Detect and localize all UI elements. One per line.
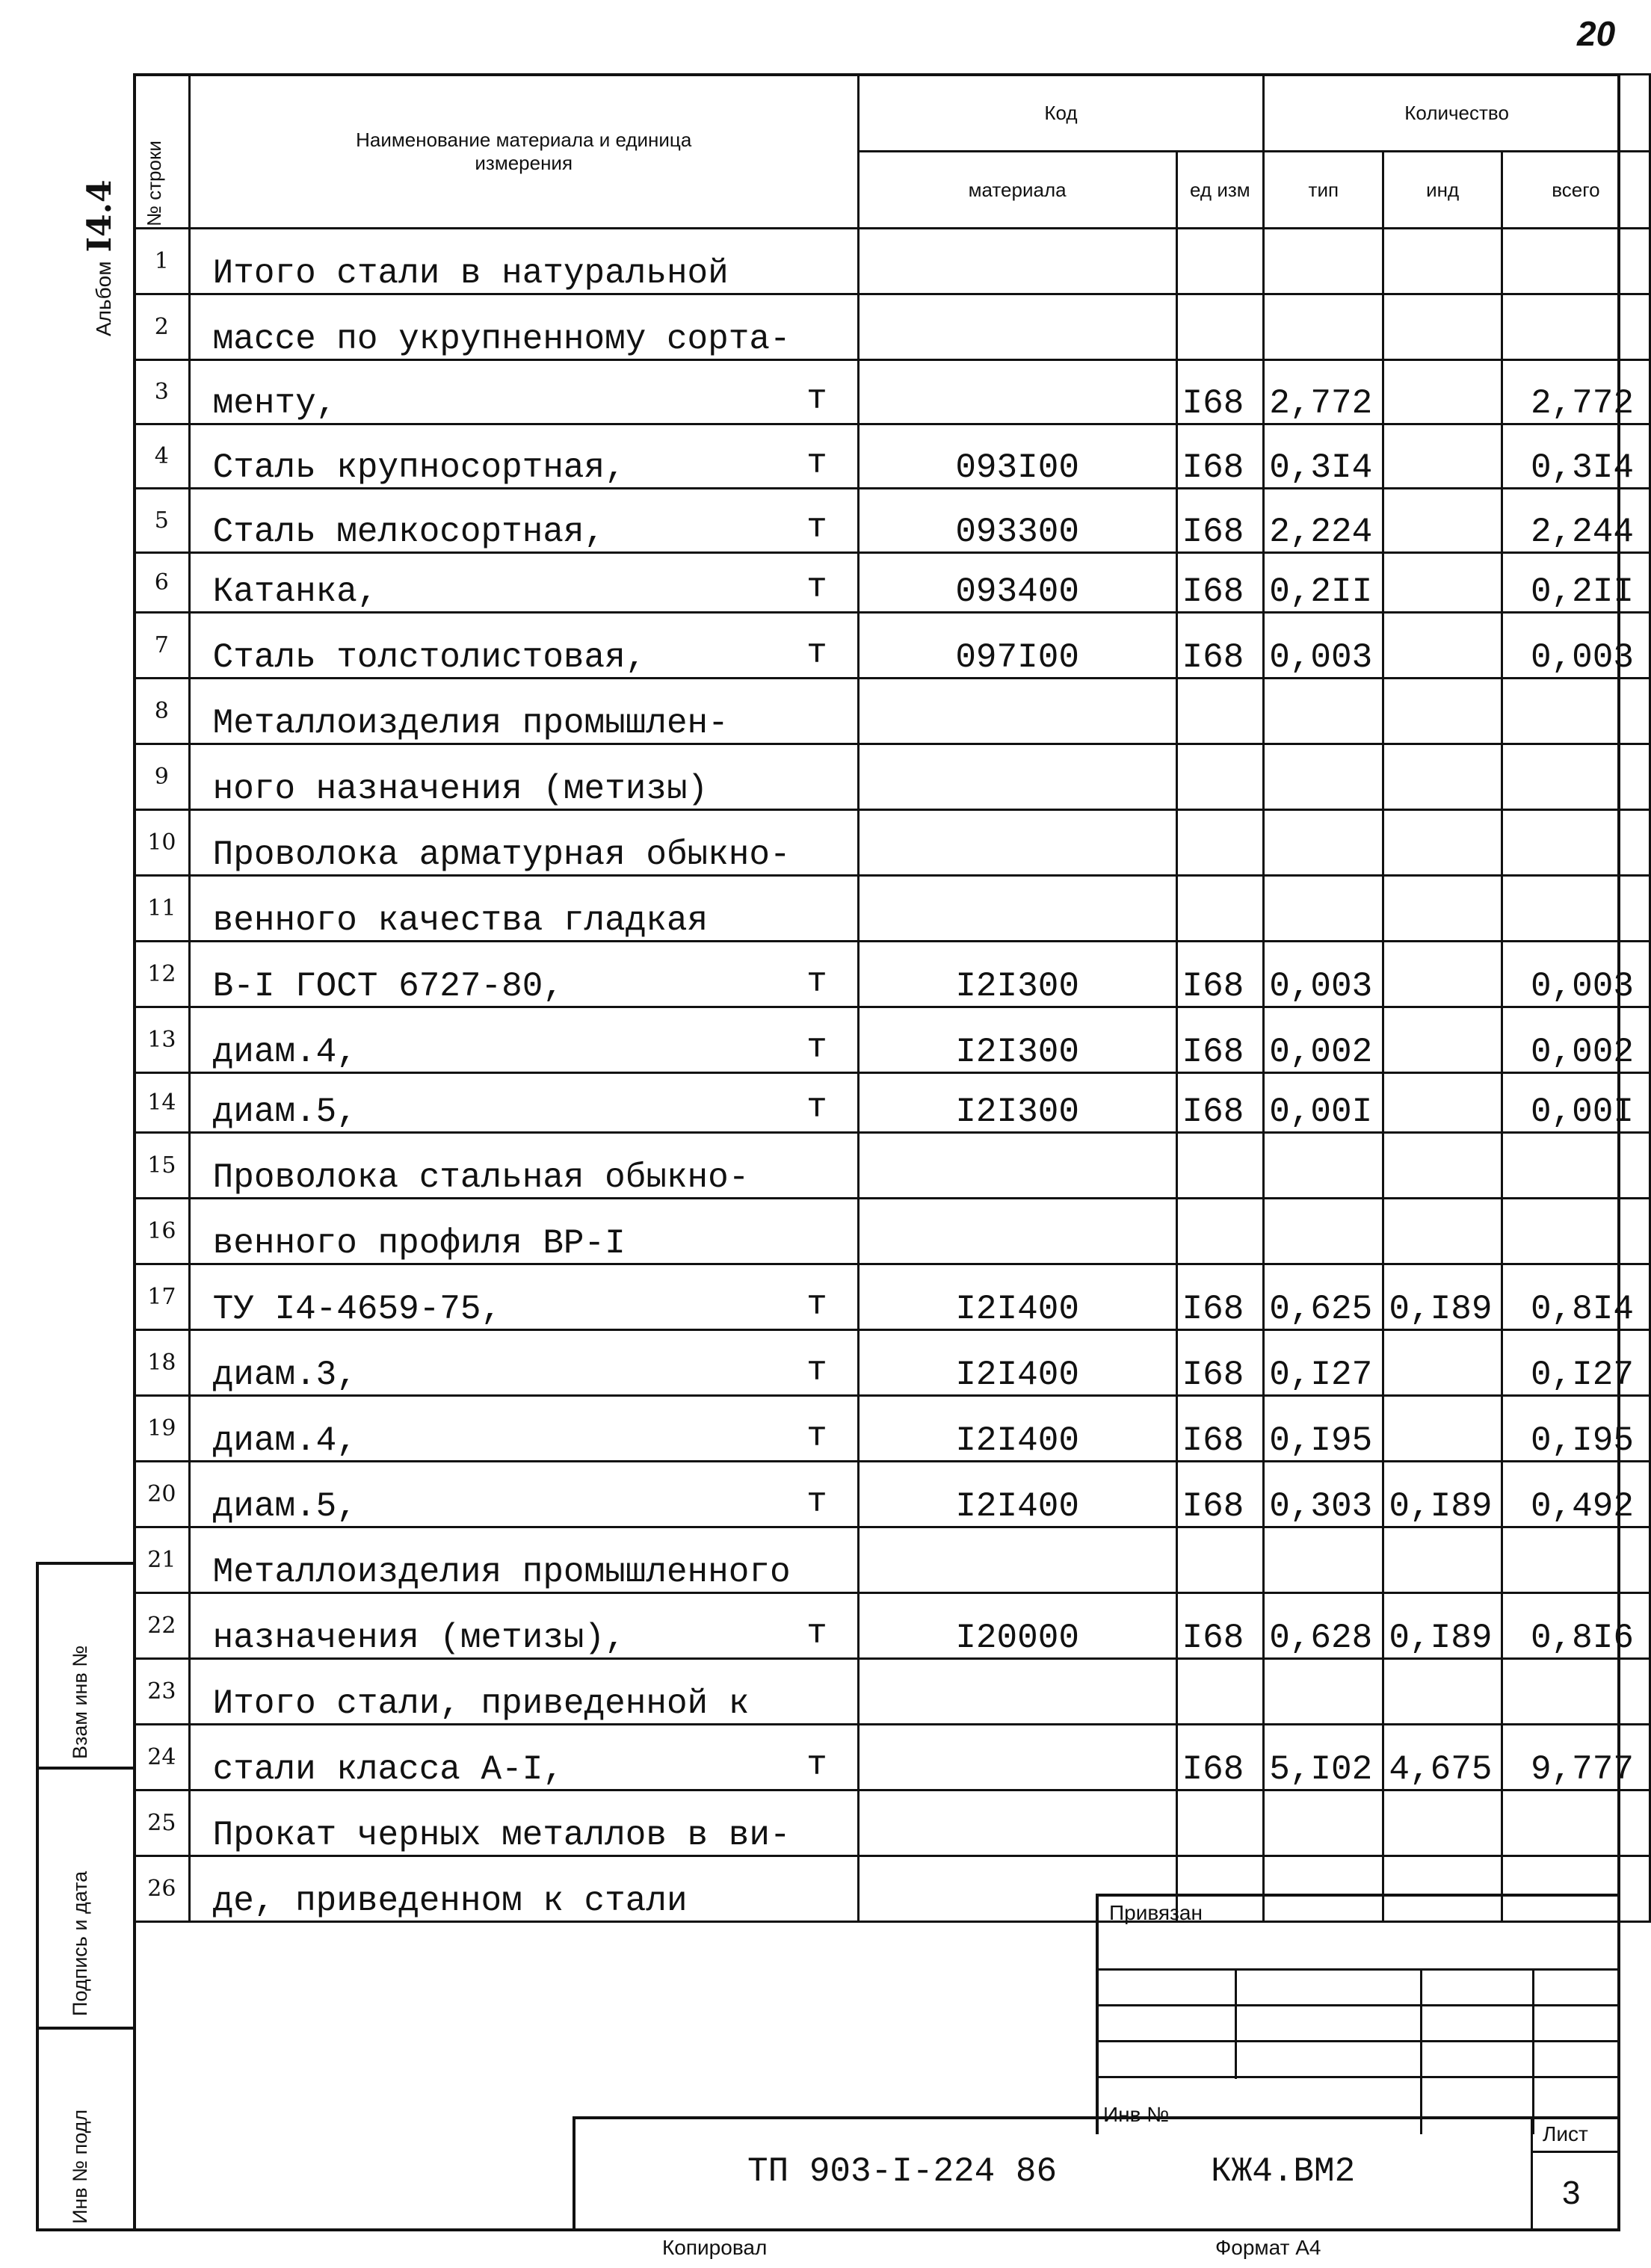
- material-name: [189, 1593, 858, 1659]
- qty-ind: [1383, 876, 1502, 942]
- row-number: 21: [135, 1527, 190, 1593]
- unit-letter: т: [806, 568, 827, 607]
- table-row: [135, 1007, 1650, 1073]
- material-code: I2I300: [858, 1073, 1176, 1133]
- qty-typ: [1264, 876, 1383, 942]
- unit-code: I68: [1176, 1073, 1264, 1133]
- material-name: [189, 1007, 858, 1073]
- material-code: I2I300: [858, 1007, 1176, 1073]
- qty-total: [1502, 229, 1650, 294]
- row-number: 17: [135, 1264, 190, 1330]
- row-number: 3: [135, 360, 190, 424]
- qty-ind: 0,I89: [1383, 1264, 1502, 1330]
- material-name: [189, 810, 858, 876]
- material-name-text: менту,: [212, 384, 337, 423]
- table-row: [135, 360, 1650, 424]
- replace-inv-label: Взам инв №: [69, 1645, 91, 1759]
- table-row: [135, 876, 1650, 942]
- left-stamp-strip: [36, 1562, 136, 2231]
- material-name: [189, 744, 858, 810]
- table-row: [135, 553, 1650, 613]
- material-name: [189, 942, 858, 1007]
- header-total: всего: [1502, 152, 1650, 229]
- header-ind: инд: [1383, 152, 1502, 229]
- qty-typ: 0,2II: [1264, 553, 1383, 613]
- sign-date-label: Подпись и дата: [69, 1870, 91, 2016]
- qty-total: 0,8I6: [1502, 1593, 1650, 1659]
- unit-code: I68: [1176, 424, 1264, 489]
- material-name-text: В-I ГОСТ 6727-80,: [212, 967, 564, 1006]
- material-code: [858, 1527, 1176, 1593]
- material-name: [189, 1659, 858, 1725]
- material-name-text: диам.5,: [212, 1093, 357, 1131]
- material-code: [858, 1199, 1176, 1264]
- material-name: [189, 1396, 858, 1462]
- unit-code: I68: [1176, 1264, 1264, 1330]
- unit-code: I68: [1176, 1725, 1264, 1790]
- unit-code: [1176, 1199, 1264, 1264]
- material-name: [189, 1330, 858, 1396]
- sheet-number: 3: [1562, 2175, 1581, 2211]
- table-row: [135, 744, 1650, 810]
- table-row: [135, 1133, 1650, 1199]
- material-code: [858, 1659, 1176, 1725]
- table-row: [135, 1527, 1650, 1593]
- attached-box: [1096, 1894, 1620, 2134]
- row-number: 9: [135, 744, 190, 810]
- unit-letter: т: [806, 1417, 827, 1456]
- material-code: [858, 744, 1176, 810]
- row-number: 7: [135, 613, 190, 679]
- material-name-text: венного профиля ВР-I: [212, 1224, 626, 1263]
- qty-typ: [1264, 1659, 1383, 1725]
- material-code: 097I00: [858, 613, 1176, 679]
- unit-code: [1176, 1659, 1264, 1725]
- material-name-text: Сталь крупносортная,: [212, 448, 626, 487]
- orig-inv-label: Инв № подл: [69, 2109, 91, 2224]
- qty-total: 0,003: [1502, 613, 1650, 679]
- unit-code: I68: [1176, 1396, 1264, 1462]
- qty-typ: 2,224: [1264, 489, 1383, 553]
- material-name-text: Итого стали в натуральной: [212, 254, 729, 293]
- material-name-text: Катанка,: [212, 572, 378, 611]
- unit-letter: т: [806, 1028, 827, 1067]
- material-name: [189, 1133, 858, 1199]
- qty-total: [1502, 1199, 1650, 1264]
- header-quantity: Количество: [1264, 75, 1650, 152]
- qty-total: [1502, 1133, 1650, 1199]
- table-row: [135, 942, 1650, 1007]
- qty-typ: [1264, 229, 1383, 294]
- row-number: 22: [135, 1593, 190, 1659]
- table-row: [135, 1330, 1650, 1396]
- material-name-text: ного назначения (метизы): [212, 770, 709, 809]
- qty-total: [1502, 1659, 1650, 1725]
- qty-typ: 5,I02: [1264, 1725, 1383, 1790]
- unit-code: I68: [1176, 1462, 1264, 1527]
- album-label: [81, 179, 119, 336]
- unit-code: [1176, 229, 1264, 294]
- row-number: 25: [135, 1790, 190, 1856]
- materials-table: [133, 73, 1651, 1923]
- qty-ind: [1383, 744, 1502, 810]
- row-number: 12: [135, 942, 190, 1007]
- material-name: [189, 1527, 858, 1593]
- header-row-no-cell: № строки: [135, 75, 190, 229]
- qty-total: [1502, 1527, 1650, 1593]
- header-row-1: [135, 75, 1650, 152]
- qty-total: 2,244: [1502, 489, 1650, 553]
- material-name-text: де, приведенном к стали: [212, 1882, 688, 1921]
- qty-total: [1502, 876, 1650, 942]
- strip-cell-sign: [39, 1770, 136, 2030]
- material-code: [858, 876, 1176, 942]
- unit-letter: т: [806, 1351, 827, 1390]
- doc-code: ТП 903-I-224 86: [747, 2152, 1058, 2191]
- strip-cell-orig: [39, 2030, 136, 2231]
- material-name-text: Сталь толстолистовая,: [212, 638, 646, 677]
- table-row: [135, 1264, 1650, 1330]
- qty-total: [1502, 744, 1650, 810]
- format-label: Формат А4: [1215, 2236, 1321, 2259]
- unit-letter: т: [806, 1483, 827, 1521]
- table-row: [135, 1073, 1650, 1133]
- qty-ind: [1383, 360, 1502, 424]
- qty-ind: [1383, 1659, 1502, 1725]
- material-code: I2I400: [858, 1264, 1176, 1330]
- unit-letter: т: [806, 634, 827, 673]
- qty-typ: 0,625: [1264, 1264, 1383, 1330]
- doc-mark: КЖ4.ВМ2: [1211, 2152, 1356, 2191]
- unit-code: [1176, 744, 1264, 810]
- copied-label: Копировал: [662, 2236, 768, 2259]
- material-name-text: венного качества гладкая: [212, 901, 709, 940]
- row-number: 19: [135, 1396, 190, 1462]
- material-name: [189, 1199, 858, 1264]
- row-number: 15: [135, 1133, 190, 1199]
- material-name: [189, 360, 858, 424]
- table-row: [135, 1725, 1650, 1790]
- table-row: [135, 1659, 1650, 1725]
- material-code: 093I00: [858, 424, 1176, 489]
- qty-typ: [1264, 679, 1383, 744]
- table-row: [135, 424, 1650, 489]
- qty-ind: [1383, 1199, 1502, 1264]
- qty-total: 0,492: [1502, 1462, 1650, 1527]
- unit-code: I68: [1176, 489, 1264, 553]
- material-code: I2I400: [858, 1330, 1176, 1396]
- unit-letter: т: [806, 380, 827, 418]
- qty-typ: [1264, 1790, 1383, 1856]
- row-number: 13: [135, 1007, 190, 1073]
- material-name: [189, 1462, 858, 1527]
- qty-typ: 0,00I: [1264, 1073, 1383, 1133]
- qty-total: 0,2II: [1502, 553, 1650, 613]
- qty-ind: [1383, 1790, 1502, 1856]
- table-row: [135, 489, 1650, 553]
- material-name: [189, 613, 858, 679]
- attached-label: Привязан: [1109, 1901, 1203, 1924]
- unit-code: I68: [1176, 360, 1264, 424]
- unit-code: I68: [1176, 613, 1264, 679]
- qty-typ: 0,002: [1264, 1007, 1383, 1073]
- material-name-text: диам.4,: [212, 1421, 357, 1460]
- qty-total: 9,777: [1502, 1725, 1650, 1790]
- qty-ind: [1383, 1396, 1502, 1462]
- row-number: 16: [135, 1199, 190, 1264]
- unit-code: [1176, 810, 1264, 876]
- row-number: 26: [135, 1856, 190, 1922]
- unit-code: I68: [1176, 1007, 1264, 1073]
- qty-typ: [1264, 744, 1383, 810]
- qty-typ: 0,3I4: [1264, 424, 1383, 489]
- qty-total: [1502, 679, 1650, 744]
- header-name: Наименование материала и единица измерения: [189, 75, 858, 229]
- qty-total: 0,003: [1502, 942, 1650, 1007]
- material-name: [189, 489, 858, 553]
- material-code: [858, 229, 1176, 294]
- row-number: 14: [135, 1073, 190, 1133]
- qty-ind: [1383, 942, 1502, 1007]
- qty-ind: [1383, 294, 1502, 360]
- row-number: 23: [135, 1659, 190, 1725]
- table-row: [135, 1199, 1650, 1264]
- qty-typ: [1264, 294, 1383, 360]
- row-number: 10: [135, 810, 190, 876]
- qty-ind: [1383, 1330, 1502, 1396]
- qty-ind: [1383, 489, 1502, 553]
- material-code: 093300: [858, 489, 1176, 553]
- table-row: [135, 613, 1650, 679]
- qty-ind: [1383, 229, 1502, 294]
- material-name-text: диам.3,: [212, 1356, 357, 1394]
- table-row: [135, 1396, 1650, 1462]
- header-typ: тип: [1264, 152, 1383, 229]
- table-row: [135, 1462, 1650, 1527]
- material-name-text: массе по укрупненному сорта-: [212, 320, 791, 359]
- qty-ind: 4,675: [1383, 1725, 1502, 1790]
- qty-total: 0,00I: [1502, 1073, 1650, 1133]
- material-code: [858, 360, 1176, 424]
- qty-typ: 0,003: [1264, 613, 1383, 679]
- table-row: [135, 294, 1650, 360]
- material-name: [189, 424, 858, 489]
- qty-typ: 0,303: [1264, 1462, 1383, 1527]
- qty-typ: [1264, 1199, 1383, 1264]
- row-number: 6: [135, 553, 190, 613]
- material-name: [189, 1725, 858, 1790]
- unit-letter: т: [806, 1746, 827, 1785]
- material-code: I2I300: [858, 942, 1176, 1007]
- row-number: 24: [135, 1725, 190, 1790]
- material-name-text: Итого стали, приведенной к: [212, 1684, 750, 1723]
- material-name-text: Металлоизделия промышлен-: [212, 704, 729, 743]
- row-number: 11: [135, 876, 190, 942]
- qty-ind: [1383, 1073, 1502, 1133]
- material-name: [189, 1790, 858, 1856]
- table-row: [135, 1593, 1650, 1659]
- material-name-text: ТУ I4-4659-75,: [212, 1290, 502, 1329]
- page-number: 20: [1577, 14, 1616, 53]
- material-name: [189, 294, 858, 360]
- material-code: I2I400: [858, 1462, 1176, 1527]
- qty-ind: [1383, 1133, 1502, 1199]
- strip-cell-replace: [39, 1565, 136, 1770]
- qty-total: 0,3I4: [1502, 424, 1650, 489]
- qty-typ: [1264, 1527, 1383, 1593]
- sheet-label: Лист: [1543, 2122, 1588, 2145]
- album-label-text: Альбом: [92, 261, 115, 336]
- material-name: [189, 679, 858, 744]
- qty-typ: 0,I27: [1264, 1330, 1383, 1396]
- qty-total: [1502, 1790, 1650, 1856]
- material-code: I2I400: [858, 1396, 1176, 1462]
- qty-total: [1502, 810, 1650, 876]
- material-name: [189, 553, 858, 613]
- header-unit: ед изм: [1176, 152, 1264, 229]
- qty-typ: [1264, 1133, 1383, 1199]
- unit-code: [1176, 1790, 1264, 1856]
- unit-code: [1176, 876, 1264, 942]
- material-name: [189, 1856, 858, 1922]
- row-number: 1: [135, 229, 190, 294]
- album-number: I4.4: [81, 179, 119, 253]
- row-number: 18: [135, 1330, 190, 1396]
- unit-code: [1176, 1527, 1264, 1593]
- header-code: Код: [858, 75, 1263, 152]
- unit-letter: т: [806, 508, 827, 547]
- qty-ind: [1383, 1527, 1502, 1593]
- title-block: [573, 2116, 1620, 2231]
- material-name-text: стали класса А-I,: [212, 1750, 564, 1789]
- qty-ind: 0,I89: [1383, 1593, 1502, 1659]
- table-row: [135, 810, 1650, 876]
- material-name: [189, 1264, 858, 1330]
- material-code: 093400: [858, 553, 1176, 613]
- qty-typ: 0,003: [1264, 942, 1383, 1007]
- material-name-text: назначения (метизы),: [212, 1619, 626, 1657]
- material-name-text: Металлоизделия промышленного: [212, 1553, 791, 1592]
- row-number: 20: [135, 1462, 190, 1527]
- inv-no-label: Инв №: [1103, 2103, 1170, 2126]
- qty-ind: [1383, 810, 1502, 876]
- row-number: 2: [135, 294, 190, 360]
- unit-letter: т: [806, 1614, 827, 1653]
- table-row: [135, 679, 1650, 744]
- material-name-text: Сталь мелкосортная,: [212, 513, 605, 551]
- unit-code: [1176, 1133, 1264, 1199]
- material-name-text: диам.5,: [212, 1487, 357, 1526]
- material-name-text: Прокат черных металлов в ви-: [212, 1816, 791, 1855]
- material-code: [858, 294, 1176, 360]
- qty-ind: [1383, 424, 1502, 489]
- unit-letter: т: [806, 962, 827, 1001]
- row-number: 5: [135, 489, 190, 553]
- material-name-text: Проволока стальная обыкно-: [212, 1158, 750, 1197]
- material-code: [858, 1790, 1176, 1856]
- qty-total: 0,I27: [1502, 1330, 1650, 1396]
- qty-total: 0,002: [1502, 1007, 1650, 1073]
- qty-ind: [1383, 553, 1502, 613]
- material-code: [858, 679, 1176, 744]
- unit-letter: т: [806, 444, 827, 483]
- unit-code: I68: [1176, 1593, 1264, 1659]
- row-number: 8: [135, 679, 190, 744]
- row-number: 4: [135, 424, 190, 489]
- qty-typ: 2,772: [1264, 360, 1383, 424]
- unit-code: I68: [1176, 942, 1264, 1007]
- unit-letter: т: [806, 1285, 827, 1324]
- qty-typ: 0,628: [1264, 1593, 1383, 1659]
- unit-code: I68: [1176, 553, 1264, 613]
- material-name: [189, 229, 858, 294]
- unit-code: [1176, 294, 1264, 360]
- header-material: материала: [858, 152, 1176, 229]
- qty-total: 0,I95: [1502, 1396, 1650, 1462]
- qty-typ: [1264, 810, 1383, 876]
- qty-typ: 0,I95: [1264, 1396, 1383, 1462]
- material-name: [189, 1073, 858, 1133]
- qty-ind: [1383, 613, 1502, 679]
- qty-total: [1502, 294, 1650, 360]
- unit-code: I68: [1176, 1330, 1264, 1396]
- material-code: [858, 1133, 1176, 1199]
- qty-ind: 0,I89: [1383, 1462, 1502, 1527]
- unit-letter: т: [806, 1088, 827, 1127]
- table-row: [135, 229, 1650, 294]
- material-name: [189, 876, 858, 942]
- qty-ind: [1383, 679, 1502, 744]
- table-row: [135, 1790, 1650, 1856]
- qty-total: 0,8I4: [1502, 1264, 1650, 1330]
- material-code: [858, 1725, 1176, 1790]
- material-name-text: Проволока арматурная обыкно-: [212, 835, 791, 874]
- unit-code: [1176, 679, 1264, 744]
- qty-total: 2,772: [1502, 360, 1650, 424]
- material-code: I20000: [858, 1593, 1176, 1659]
- material-code: [858, 810, 1176, 876]
- attached-block: [1096, 1894, 1620, 2134]
- material-name-text: диам.4,: [212, 1033, 357, 1072]
- qty-ind: [1383, 1007, 1502, 1073]
